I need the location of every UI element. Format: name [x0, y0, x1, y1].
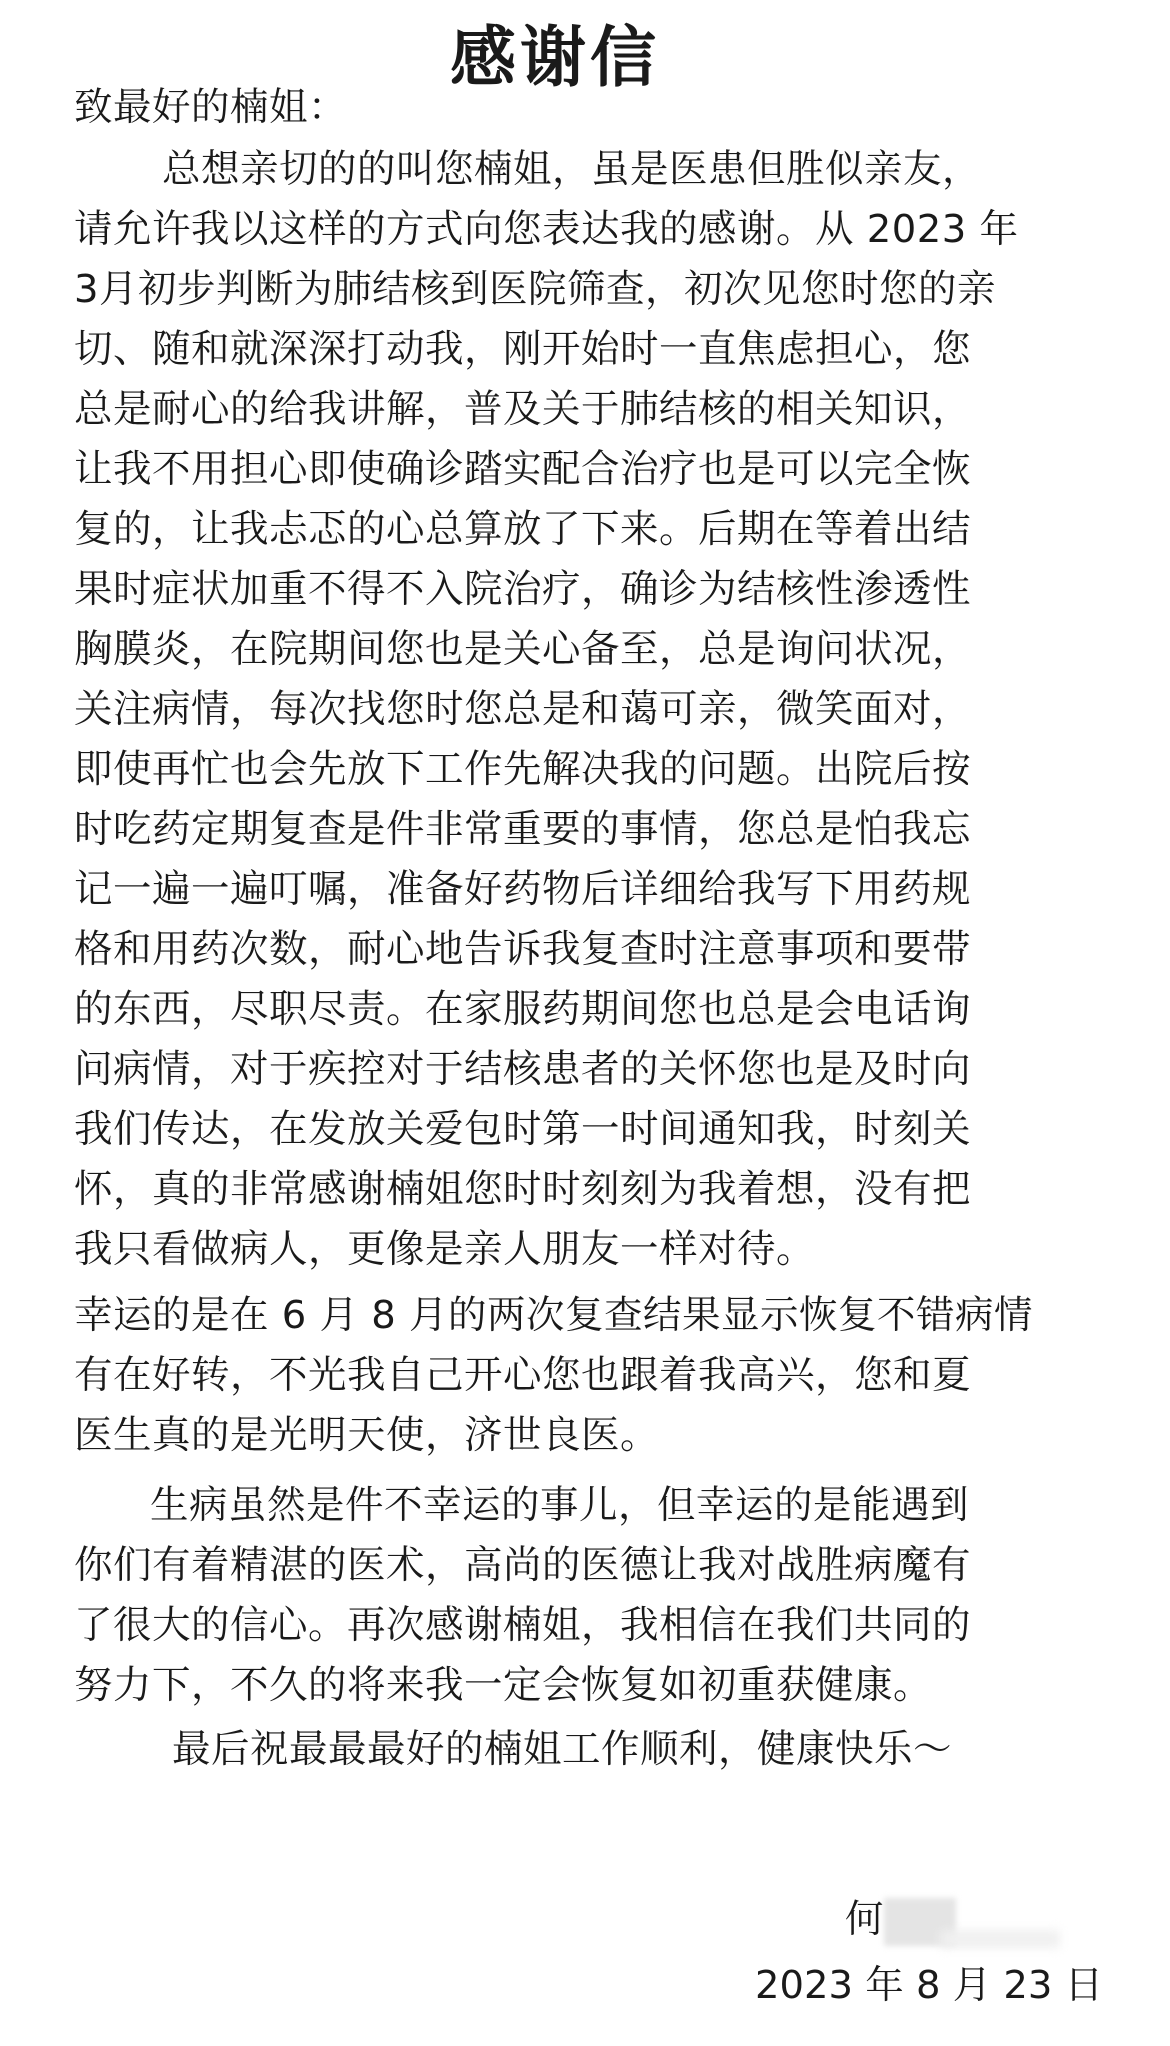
letter-line: 切、随和就深深打动我，刚开始时一直焦虑担心，您 — [74, 327, 972, 372]
letter-line: 时吃药定期复查是件非常重要的事情，您总是怕我忘 — [74, 807, 972, 852]
letter-line: 请允许我以这样的方式向您表达我的感谢。从 2023 年 — [74, 207, 1019, 252]
salutation: 致最好的楠姐： — [74, 85, 348, 130]
signature-date: 2023 年 8 月 23 日 — [755, 1963, 1104, 2008]
letter-line: 记一遍一遍叮嘱，准备好药物后详细给我写下用药规 — [74, 867, 972, 912]
letter-line: 格和用药次数，耐心地告诉我复查时注意事项和要带 — [74, 927, 972, 972]
redaction-smear — [940, 1930, 1060, 1948]
letter-line: 幸运的是在 6 月 8 月的两次复查结果显示恢复不错病情 — [74, 1293, 1033, 1338]
letter-line: 问病情，对于疾控对于结核患者的关怀您也是及时向 — [74, 1047, 972, 1092]
letter-line: 努力下，不久的将来我一定会恢复如初重获健康。 — [74, 1663, 933, 1708]
letter-line: 关注病情，每次找您时您总是和蔼可亲，微笑面对， — [74, 687, 972, 732]
letter-line: 让我不用担心即使确诊踏实配合治疗也是可以完全恢 — [74, 447, 972, 492]
letter-line: 有在好转，不光我自己开心您也跟着我高兴，您和夏 — [74, 1353, 972, 1398]
letter-line: 复的，让我忐忑的心总算放了下来。后期在等着出结 — [74, 507, 972, 552]
letter-line: 胸膜炎，在院期间您也是关心备至，总是询问状况， — [74, 627, 972, 672]
signature-name: 何 — [845, 1897, 884, 1942]
letter-line: 果时症状加重不得不入院治疗，确诊为结核性渗透性 — [74, 567, 972, 612]
letter-line: 3月初步判断为肺结核到医院筛查，初次见您时您的亲 — [74, 267, 996, 312]
letter-line: 医生真的是光明天使，济世良医。 — [74, 1413, 660, 1458]
closing-line: 最后祝最最最好的楠姐工作顺利，健康快乐～ — [172, 1727, 953, 1772]
letter-line: 了很大的信心。再次感谢楠姐，我相信在我们共同的 — [74, 1603, 972, 1648]
letter-line: 我只看做病人，更像是亲人朋友一样对待。 — [74, 1227, 816, 1272]
letter-line: 我们传达，在发放关爱包时第一时间通知我，时刻关 — [74, 1107, 972, 1152]
letter-title: 感谢信 — [450, 19, 660, 96]
letter-line: 总想亲切的的叫您楠姐，虽是医患但胜似亲友， — [162, 147, 982, 192]
letter-line: 你们有着精湛的医术，高尚的医德让我对战胜病魔有 — [74, 1543, 972, 1588]
letter-line: 怀，真的非常感谢楠姐您时时刻刻为我着想，没有把 — [74, 1167, 972, 1212]
letter-line: 的东西，尽职尽责。在家服药期间您也总是会电话询 — [74, 987, 972, 1032]
letter-line: 即使再忙也会先放下工作先解决我的问题。出院后按 — [74, 747, 972, 792]
letter-line: 总是耐心的给我讲解，普及关于肺结核的相关知识， — [74, 387, 972, 432]
letter-line: 生病虽然是件不幸运的事儿，但幸运的是能遇到 — [150, 1483, 970, 1528]
